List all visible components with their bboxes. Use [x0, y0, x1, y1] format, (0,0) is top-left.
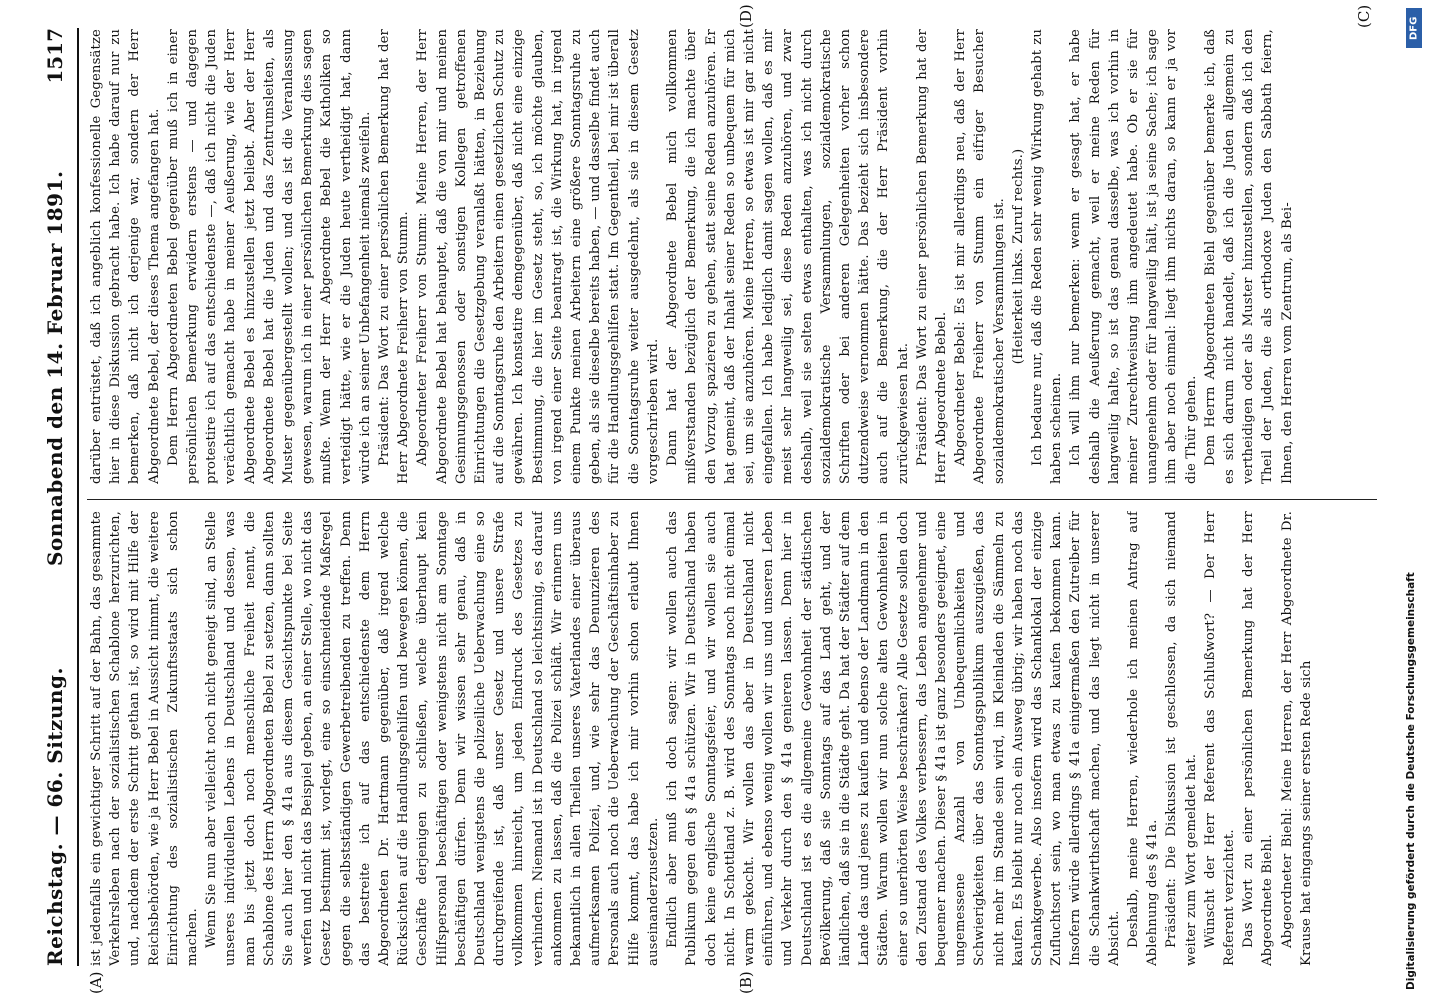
paragraph: Ich bedaure nur, daß die Reden sehr wenig Wirkung gehabt zu haben scheinen.: [1029, 29, 1065, 484]
header-rule: [77, 28, 79, 966]
page-number: 1517: [43, 28, 67, 84]
left-column: [87, 511, 1377, 966]
paragraph: darüber entrüstet, daß ich angeblich konfessionelle Gegensätze hier in diese Diskussion gebracht habe. Ich habe darauf nur zu bemerken, daß nicht ich derjenige war, sondern der Herr Abgeordnete Bebel, der dieses Thema angefangen hat.: [89, 29, 162, 484]
paragraph: Dann hat der Abgeordnete Bebel mich vollkommen mißverstanden bezüglich der Bemerkung, die ich machte über den Vorzug, spazieren zu gehen, statt seine Reden anzuhören. Er hat gemeint, daß der Inhalt seiner Reden so unbequem für mich sei, um sie anzuhören. Meine Herren, so etwas ist mir gar nicht eingefallen. Ich habe lediglich damit sagen wollen, daß es mir meist sehr langweilig sei, diese Reden anzuhören, und zwar deshalb, weil sie selten etwas enthalten, was ich nicht durch sozialdemokratische Versammlungen, sozialdemokratische Schriften oder bei anderen Gelegenheiten vorher schon dutzendweise vernommen hätte. Das bezieht sich insbesondere auch auf die Bemerkung, die der Herr Präsident vorhin zurückgewiesen hat.: [665, 29, 911, 484]
margin-marker-c: (C): [1355, 4, 1373, 28]
dfg-logo: DFG: [1406, 8, 1422, 48]
paragraph: (Heiterkeit links. Zuruf rechts.): [1010, 148, 1026, 365]
page-header: [43, 28, 77, 966]
rotated-page: [25, 0, 1397, 1000]
margin-marker-a: (A): [87, 971, 105, 994]
paragraph: Das Wort zu einer persönlichen Bemerkung hat der Herr Abgeordnete Biehl.: [1241, 511, 1276, 966]
digitization-credit: Digitalisierung gefördert durch die Deutsche Forschungsgemeinschaft: [1405, 572, 1417, 990]
margin-marker-b: (B): [737, 971, 755, 994]
paragraph: Endlich aber muß ich doch sagen: wir wollen auch das Publikum gegen den § 41a schützen. Wir in Deutschland haben doch keine englische Sonntagsfeier, und wir wollen sie auch nicht. In Schottland z. B. wird des Sonntags noch nicht einmal warm gekocht. Wir wollen das aber in Deutschland nicht einführen, und ebenso wenig wollen wir uns und unseren Leben und Verkehr durch den § 41a genieren lassen. Denn hier in Deutschland ist es die allgemeine Gewohnheit der städtischen Bevölkerung, daß sie Sonntags auf das Land geht, und der ländlichen, daß sie in die Städte geht. Da hat der Städter auf dem Lande das und jenes zu kaufen und ebenso der Landmann in den Städten. Warum wollen wir nun solche alten Gewohnheiten in einer so unerhörten Weise beschränken? Alle Gesetze sollen doch den Zustand des Volkes verbessern, das Leben angenehmer und bequemer machen. Dieser § 41a ist ganz besonders geeignet, eine ungemessene Anzahl von Unbequemlichkeiten und Schwierigkeiten über das Sonntagspublikum auszugießen, das nicht mehr im Stande sein wird, im Kleinladen die Sämmeln zu kaufen. Es bleibt nur noch ein Ausweg übrig; wir haben noch das Schankgewerbe. Also insofern wird das Schanklokal der einzige Zufluchtsort sein, wo man etwas zu kaufen bekommen kann. Insofern würde allerdings § 41a einigermaßen den Zutreiber für die Schankwirthschaft machen, und das liegt nicht in unserer Absicht.: [665, 511, 1122, 966]
paragraph: Wünscht der Herr Referent das Schlußwort? — Der Herr Referent verzichtet.: [1202, 511, 1237, 966]
paragraph: Präsident: Die Diskussion ist geschlossen, da sich niemand weiter zum Wort gemeldet hat.: [1164, 511, 1199, 966]
paragraph: Abgeordneter Freiherr von Stumm: Meine Herren, der Herr Abgeordnete Bebel hat behauptet, daß die von mir und meinen Gesinnungsgenossen oder sonstigen Kollegen getroffenen Einrichtungen die Gesetzgebung veranlaßt hätten, in Beziehung auf die Sonntagsruhe den Arbeitern einen gesetzlichen Schutz zu gewähren. Ich konstatire demgegenüber, daß nicht eine einzige Bestimmung, die hier im Gesetz steht, so, ich möchte glauben, von irgend einer Seite beantragt ist, die Wirkung hat, in irgend einem Punkte meinen Arbeitern eine größere Sonntagsruhe zu geben, als sie dieselbe bereits haben, — und dasselbe findet auch für die Handlungsgehilfen statt. Im Gegentheil, bei mir ist überall die Sonntagsruhe weiter ausgedehnt, als sie in diesem Gesetz vorgeschrieben wird.: [415, 29, 661, 484]
header-left: Reichstag. — 66. Sitzung.: [43, 667, 67, 966]
column-rule: [87, 499, 1377, 500]
paragraph: Ich will ihm nur bemerken: wenn er gesagt hat, er habe deshalb die Aeußerung gemacht, weil er meine Reden für langweilig halte, so ist das genau dasselbe, was ich vorhin in meiner Zurechtweisung ihm angedeutet habe. Ob er sie für unangenehm oder für langweilig hält, ist ja seine Sache; ich sage ihm aber noch einmal: liegt ihm nichts daran, so kann er ja vor die Thür gehen.: [1068, 29, 1199, 484]
paragraph: Präsident: Das Wort zu einer persönlichen Bemerkung hat der Herr Abgeordnete Freiherr von Stumm.: [377, 29, 412, 484]
right-column: [87, 29, 1377, 484]
paragraph: Wenn Sie nun aber vielleicht noch nicht geneigt sind, an Stelle unseres individuellen Lebens in Deutschland und dessen, was man bis jetzt doch noch menschliche Freiheit nennt, die Schablone des Herrn Abgeordneten Bebel zu setzen, dann sollten Sie auch hier den § 41a aus diesem Gesichtspunkte bei Seite werfen und nicht das Beispiel geben, an einer Stelle, wo nicht das Gesetz bestimmt ist, vorlegt, eine so einschneidende Maßregel gegen die selbstständigen Gewerbetreibenden zu treffen. Denn das bestreite ich auf das entschiedenste dem Herrn Abgeordneten Dr. Hartmann gegenüber, daß irgend welche Rücksichten auf die Handlungsgehilfen und bewegen können, die Geschäfte derjenigen zu schließen, welche überhaupt kein Hilfspersonal beschäftigen oder wenigstens nicht am Sonntage beschäftigen dürfen. Denn wir wissen sehr genau, daß in Deutschland wenigstens die polizeiliche Ueberwachung eine so durchgreifende ist, daß unser Gesetz und unsere Strafe vollkommen hinreicht, um jeden Eindruck des Gesetzes zu verhindern. Niemand ist in Deutschland so leichtsinnig, es darauf ankommen zu lassen, daß die Polizei schläft. Wir erinnern uns bekanntlich in allen Theilen unseres Vaterlandes einer überaus aufmerksamen Polizei, und, wie sehr das Denunzieren des Personals auch noch die Ueberwachung der Geschäftsinhaber zu Hilfe kommt, das habe ich mir vorhin schon erlaubt Ihnen auseinanderzusetzen.: [204, 511, 661, 966]
paragraph: ist jedenfalls ein gewichtiger Schritt auf der Bahn, das gesammte Verkehrsleben nach der sozialistischen Schablone herzurichten, und, nachdem der erste Schritt gethan ist, so wird mit Hilfe der Reichsbehörden, wie ja Herr Bebel in Aussicht nimmt, die weitere Einrichtung des sozialistischen Zukunftsstaats sich schon machen.: [89, 511, 201, 966]
margin-marker-d: (D): [737, 4, 755, 28]
header-date: Sonnabend den 14. Februar 1891.: [43, 170, 67, 566]
paragraph: Abgeordneter Bebel: Es ist mir allerdings neu, daß der Herr Abgeordnete Freiherr von Stumm ein eifriger Besucher sozialdemokratischer Versammlungen ist.: [953, 29, 1007, 484]
paragraph: Dem Herrn Abgeordneten Bebel gegenüber muß ich in einer persönlichen Bemerkung erwidern erstens — und dagegen protestire ich auf das entschiedenste —, daß ich nicht die Juden verächtlich gemacht habe in meiner Aeußerung, wie der Herr Abgeordnete Bebel es hinzustellen jetzt beliebt. Aber der Herr Abgeordnete Bebel hat die Juden und das Zentrumsleiten, als Muster gegenübergestellt wollen; und das ist die Veranlassung gewesen, warum ich in einer persönlichen Bemerkung dies sagen mußte. Wenn der Herr Abgeordnete Bebel die Katholiken so verteidigt hätte, wie er die Juden heute vertheidigt hat, dann würde ich an seiner Unbefangenheit niemals zweifeln.: [165, 29, 373, 484]
paragraph: Abgeordneter Biehl: Meine Herren, der Herr Abgeordnete Dr. Krause hat eingangs seiner ersten Rede sich: [1279, 511, 1314, 966]
paragraph: Deshalb, meine Herren, wiederhole ich meinen Antrag auf Ablehnung des § 41a.: [1125, 511, 1161, 966]
paragraph: Dem Herrn Abgeordneten Biehl gegenüber bemerke ich, daß es sich darum nicht handelt, daß ich die Juden allgemein zu vertheidigen oder als Muster hinzustellen, sondern daß ich den Theil der Juden, die als orthodoxe Juden den Sabbath feiern, Ihnen, den Herren vom Zentrum, als Bei-: [1202, 29, 1295, 484]
paragraph: Präsident: Das Wort zu einer persönlichen Bemerkung hat der Herr Abgeordnete Bebel.: [914, 29, 949, 484]
